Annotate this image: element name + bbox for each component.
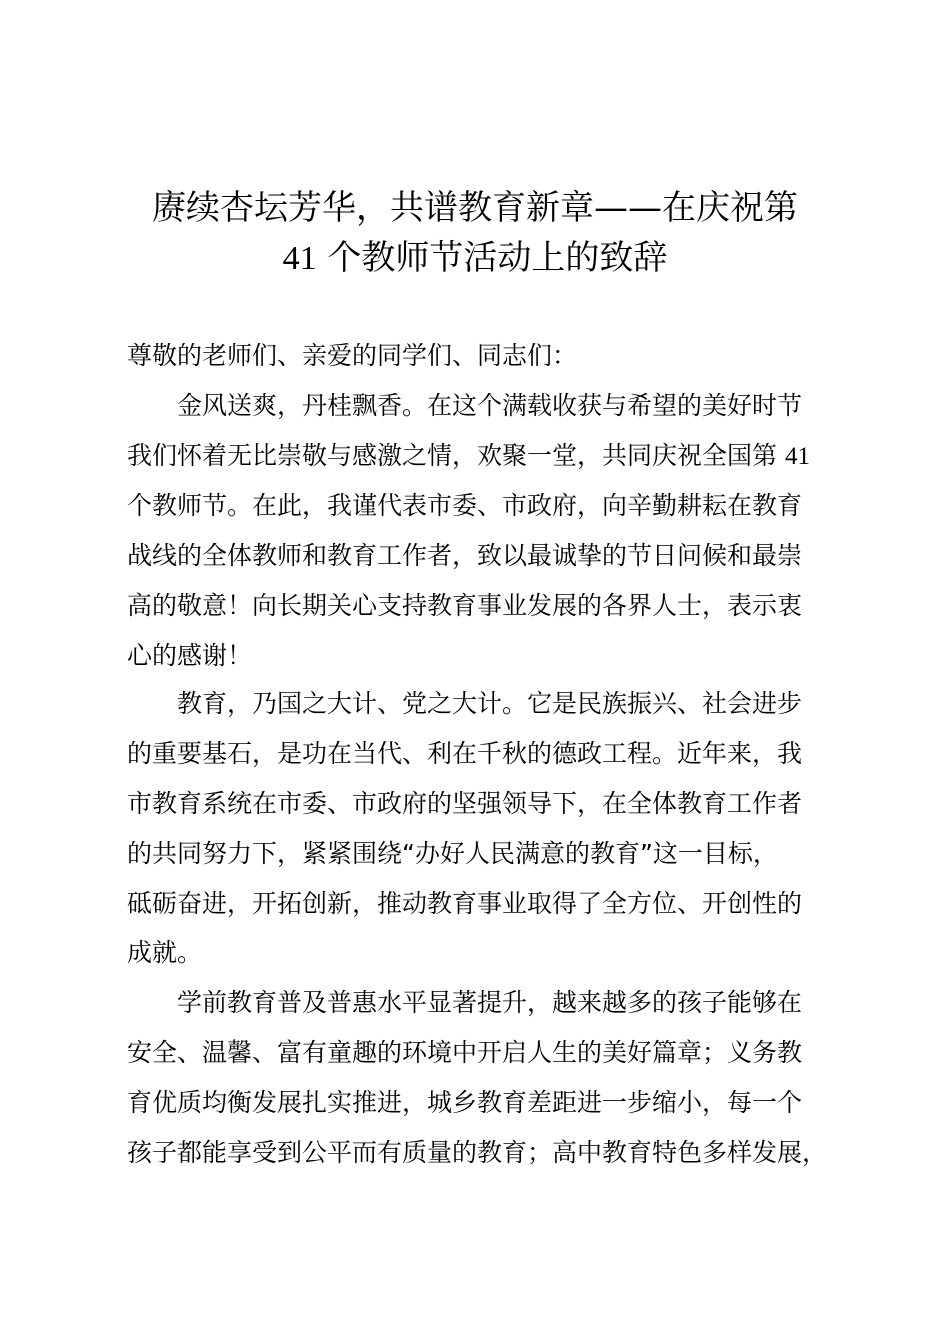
paragraph-1-line-2-text: 我们怀着无比崇敬与感激之情，欢聚一堂，共同庆祝全国第 — [127, 441, 785, 470]
paragraph-1-number: 41 — [784, 443, 810, 470]
paragraph-1-line-1: 金风送爽，丹桂飘香。在这个满载收获与希望的美好时节 — [177, 391, 803, 420]
paragraph-3-line-2: 安全、温馨、富有童趣的环境中开启人生的美好篇章；义务教 — [127, 1038, 803, 1067]
paragraph-2-line-3: 市教育系统在市委、市政府的坚强领导下，在全体教育工作者 — [127, 789, 803, 818]
document-title-line-1: 赓续杏坛芳华，共谱教育新章——在庆祝第 — [152, 188, 798, 228]
paragraph-2-line-6: 成就。 — [127, 938, 203, 967]
paragraph-2-line-4: 的共同努力下，紧紧围绕“办好人民满意的教育”这一目标， — [127, 839, 778, 868]
paragraph-2-line-5: 砥砺奋进，开拓创新，推动教育事业取得了全方位、开创性的 — [127, 889, 803, 918]
paragraph-1-line-5: 高的敬意！向长期关心支持教育事业发展的各界人士，表示衷 — [127, 591, 803, 620]
paragraph-3-line-3: 育优质均衡发展扎实推进，城乡教育差距进一步缩小，每一个 — [127, 1088, 803, 1117]
title-line-2-text: 个教师节活动上的致辞 — [316, 238, 668, 278]
paragraph-1-line-6: 心的感谢！ — [127, 641, 253, 670]
paragraph-2-line-1: 教育，乃国之大计、党之大计。它是民族振兴、社会进步 — [177, 689, 803, 718]
paragraph-1-line-2 — [127, 440, 810, 473]
paragraph-3-line-4: 孩子都能享受到公平而有质量的教育；高中教育特色多样发展， — [127, 1138, 828, 1167]
paragraph-1-line-3: 个教师节。在此，我谨代表市委、市政府，向辛勤耕耘在教育 — [127, 491, 803, 520]
paragraph-1-line-4: 战线的全体教师和教育工作者，致以最诚挚的节日问候和最崇 — [127, 541, 803, 570]
paragraph-2-line-2: 的重要基石，是功在当代、利在千秋的德政工程。近年来，我 — [127, 739, 803, 768]
title-number: 41 — [282, 240, 317, 277]
document-title-line-2 — [120, 232, 830, 285]
paragraph-3-line-1: 学前教育普及普惠水平显著提升，越来越多的孩子能够在 — [177, 988, 803, 1017]
salutation: 尊敬的老师们、亲爱的同学们、同志们： — [127, 341, 578, 370]
